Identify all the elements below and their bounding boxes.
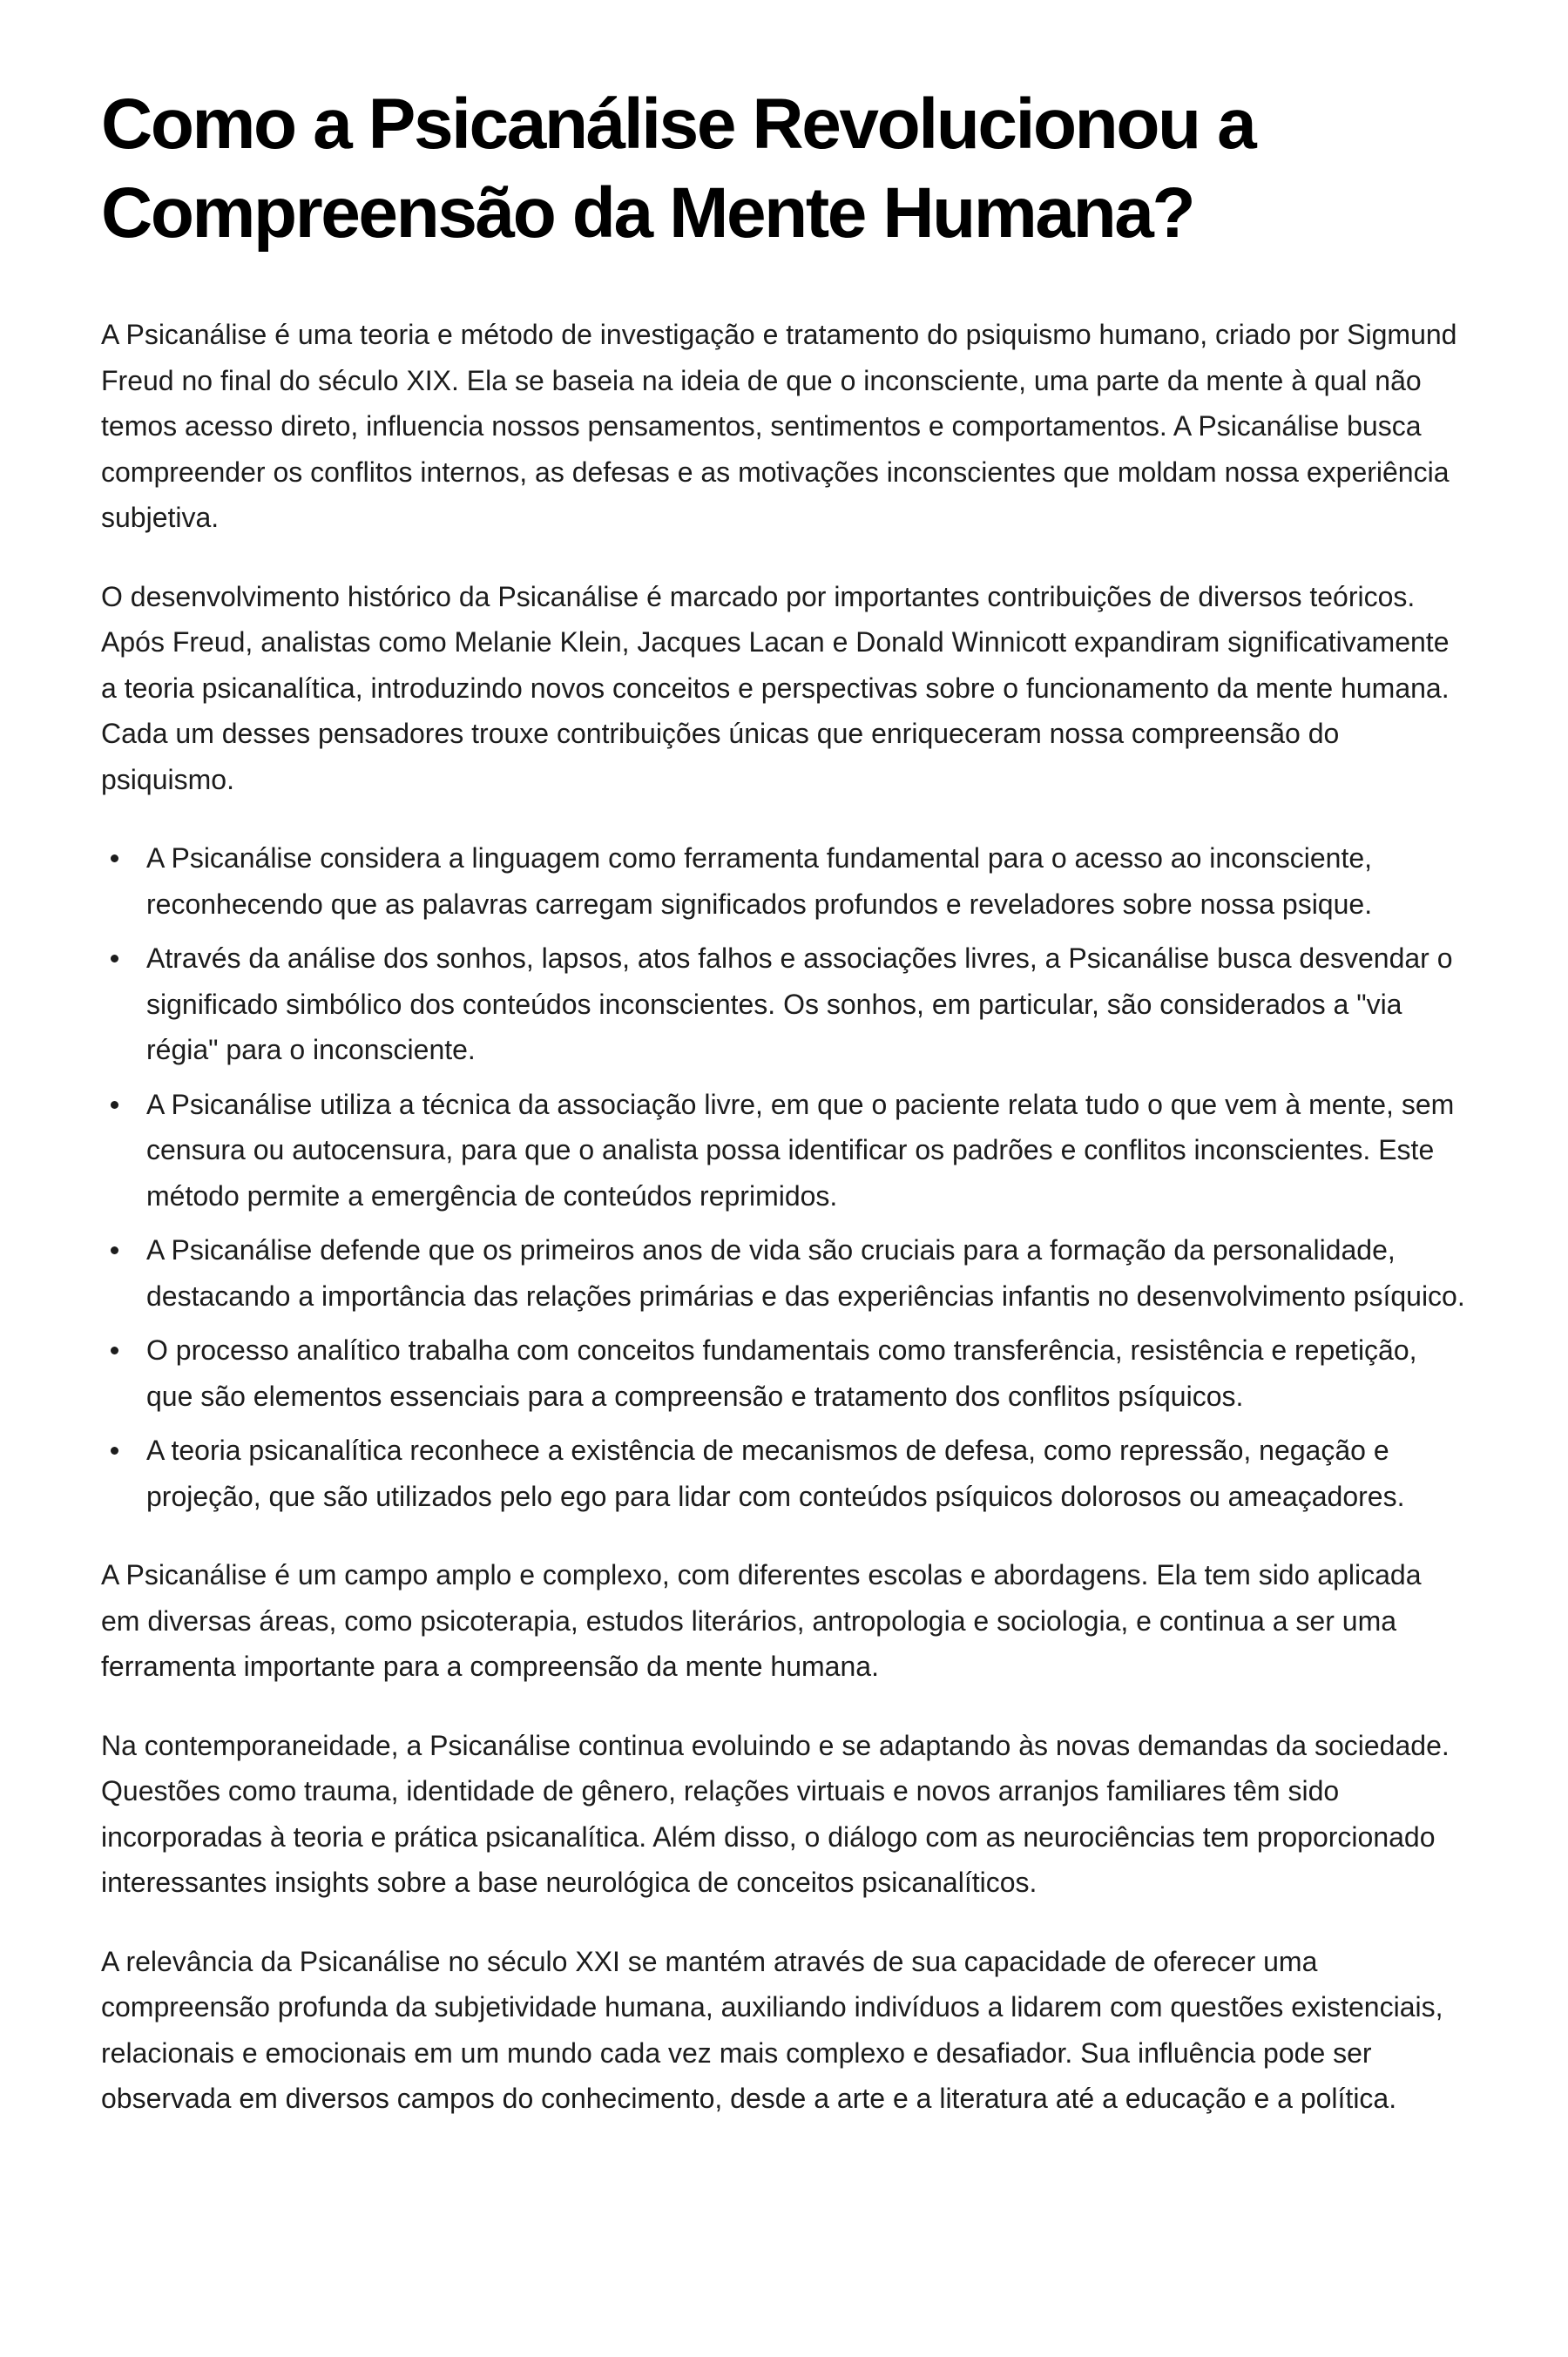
list-item bbox=[101, 1428, 1467, 1519]
bullet-icon bbox=[111, 955, 118, 962]
closing-paragraph-2: Na contemporaneidade, a Psicanálise continua evoluindo e se adaptando às novas demandas da sociedade. Questões como trauma, identidade de gênero, relações virtuais e novos arranjos familiares têm sido incorporadas à teoria e prática psicanalítica. Além disso, o diálogo com as neurociências tem proporcionado interessantes insights sobre a base neurológica de conceitos psicanalíticos. bbox=[101, 1729, 1450, 1898]
list-item-text: A Psicanálise considera a linguagem como ferramenta fundamental para o acesso ao inconsciente, reconhecendo que as palavras carregam significados profundos e reveladores sobre nossa psique. bbox=[146, 842, 1373, 920]
list-item bbox=[101, 1227, 1467, 1319]
list-item-text: A Psicanálise utiliza a técnica da associação livre, em que o paciente relata tudo o que vem à mente, sem censura ou autocensura, para que o analista possa identificar os padrões e conflitos inconscientes. Este método permite a emergência de conteúdos reprimidos. bbox=[146, 1088, 1455, 1212]
list-item bbox=[101, 1082, 1467, 1219]
closing-paragraph-3: A relevância da Psicanálise no século XXI se mantém através de sua capacidade de oferecer uma compreensão profunda da subjetividade humana, auxiliando indivíduos a lidarem com questões existenciais, relacionais e emocionais em um mundo cada vez mais complexo e desafiador. Sua influência pode ser observada em diversos campos do conhecimento, desde a arte e a literatura até a educação e a política. bbox=[101, 1945, 1443, 2114]
bullet-icon bbox=[111, 1347, 118, 1354]
closing-paragraph-1: A Psicanálise é um campo amplo e complexo, com diferentes escolas e abordagens. Ela tem sido aplicada em diversas áreas, como psicoterapia, estudos literários, antropologia e sociologia, e continua a ser uma ferramenta importante para a compreensão da mente humana. bbox=[101, 1559, 1422, 1682]
bullet-icon bbox=[111, 1246, 118, 1254]
list-item-text: A Psicanálise defende que os primeiros anos de vida são cruciais para a formação da personalidade, destacando a importância das relações primárias e das experiências infantis no desenvolvimento psíquico. bbox=[146, 1234, 1465, 1312]
intro-paragraph-1: A Psicanálise é uma teoria e método de investigação e tratamento do psiquismo humano, criado por Sigmund Freud no final do século XIX. Ela se baseia na ideia de que o inconsciente, uma parte da mente à qual não temos acesso direto, influencia nossos pensamentos, sentimentos e comportamentos. A Psicanálise busca compreender os conflitos internos, as defesas e as motivações inconscientes que moldam nossa experiência subjetiva. bbox=[101, 319, 1457, 533]
list-item bbox=[101, 935, 1467, 1073]
list-item-text: A teoria psicanalítica reconhece a existência de mecanismos de defesa, como repressão, negação e projeção, que são utilizados pelo ego para lidar com conteúdos psíquicos dolorosos ou ameaçadores. bbox=[146, 1435, 1405, 1512]
page-title: Como a Psicanálise Revolucionou a Compreensão da Mente Humana? bbox=[101, 84, 1255, 253]
list-item bbox=[101, 835, 1467, 927]
list-item-text: Através da análise dos sonhos, lapsos, atos falhos e associações livres, a Psicanálise busca desvendar o significado simbólico dos conteúdos inconscientes. Os sonhos, em particular, são considerados a "via régia" para o inconsciente. bbox=[146, 942, 1453, 1065]
bullet-icon bbox=[111, 1447, 118, 1455]
list-item bbox=[101, 1327, 1467, 1419]
intro-paragraph-2: O desenvolvimento histórico da Psicanálise é marcado por importantes contribuições de diversos teóricos. Após Freud, analistas como Melanie Klein, Jacques Lacan e Donald Winnicott expandiram significativamente a teoria psicanalítica, introduzindo novos conceitos e perspectivas sobre o funcionamento da mente humana. Cada um desses pensadores trouxe contribuições únicas que enriqueceram nossa compreensão do psiquismo. bbox=[101, 580, 1450, 795]
bullet-icon bbox=[111, 854, 118, 862]
bullet-icon bbox=[111, 1101, 118, 1109]
key-points-list bbox=[101, 835, 1467, 1519]
list-item-text: O processo analítico trabalha com conceitos fundamentais como transferência, resistência e repetição, que são elementos essenciais para a compreensão e tratamento dos conflitos psíquicos. bbox=[146, 1334, 1417, 1412]
